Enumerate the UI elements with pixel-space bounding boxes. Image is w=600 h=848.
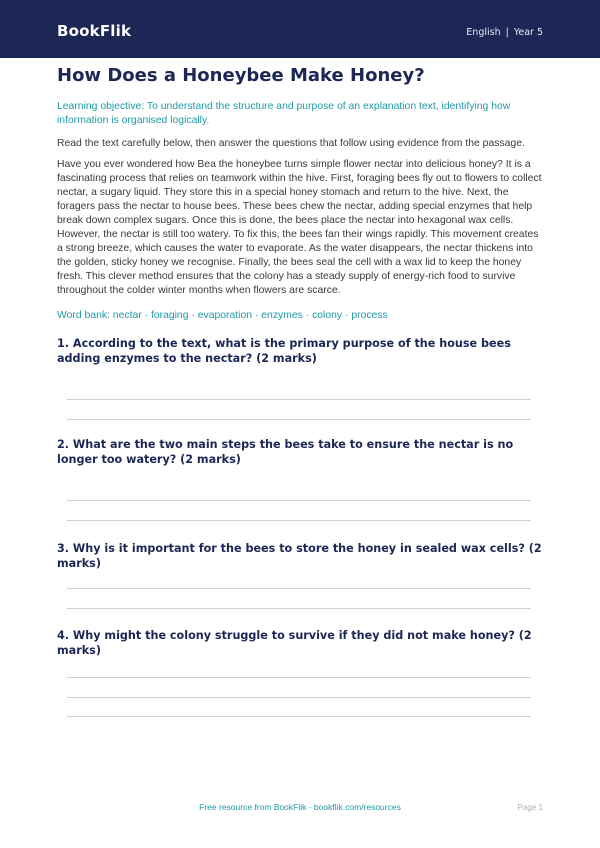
page-number: Page 1 — [517, 803, 543, 812]
answer-line[interactable] — [67, 608, 531, 609]
question-4: 4. Why might the colony struggle to survive if they did not make honey? (2 marks) — [57, 629, 532, 657]
worksheet-content — [57, 64, 543, 323]
site-header — [0, 0, 600, 58]
answer-line[interactable] — [67, 588, 531, 589]
answer-line[interactable] — [67, 500, 531, 501]
answer-line[interactable] — [67, 419, 531, 420]
year-label: Year 5 — [513, 27, 543, 38]
answer-line[interactable] — [67, 677, 531, 678]
question-2: 2. What are the two main steps the bees take to ensure the nectar is no longer too watery? (2 marks) — [57, 438, 514, 466]
subject-year-label — [466, 27, 543, 38]
answer-line[interactable] — [67, 399, 531, 400]
question-1: 1. According to the text, what is the primary purpose of the house bees adding enzymes to the nectar? (2 marks) — [57, 337, 511, 365]
reading-passage: Have you ever wondered how Bea the honeybee turns simple flower nectar into delicious honey? It is a fascinating process that relies on teamwork within the hive. First, foraging bees fly out to flowers to collect nectar, a sugary liquid. They store this in a special honey stomach and return to the hive. Next, the foragers pass the nectar to house bees. These bees chew the nectar, adding special enzymes that help break down complex sugars. Once this is done, the bees place the nectar into hexagonal wax cells. However, the nectar is still too watery. To fix this, the bees fan their wings rapidly. This movement creates a strong breeze, which causes the water to evaporate. As the water disappears, the nectar thickens into the golden, sticky honey we recognise. Finally, the bees seal the cell with a wax lid to keep the honey fresh. This clever method ensures that the colony has a steady supply of energy-rich food to survive throughout the colder winter months when flowers are scarce. — [57, 159, 542, 296]
learning-objective: Learning objective: To understand the structure and purpose of an explanation text, identifying how information is organised logically. — [57, 101, 511, 126]
footer-resource-link[interactable]: Free resource from BookFlik · bookflik.com/resources — [199, 802, 401, 812]
meta-separator: | — [505, 27, 509, 38]
question-3: 3. Why is it important for the bees to store the honey in sealed wax cells? (2 marks) — [57, 542, 542, 570]
answer-line[interactable] — [67, 520, 531, 521]
word-bank: Word bank: nectar · foraging · evaporation · enzymes · colony · process — [57, 310, 388, 321]
brand-logo[interactable]: BookFlik — [57, 22, 132, 40]
subject-label: English — [466, 27, 501, 38]
page-title: How Does a Honeybee Make Honey? — [57, 65, 425, 86]
answer-line[interactable] — [67, 716, 531, 717]
answer-line[interactable] — [67, 697, 531, 698]
reading-instruction: Read the text carefully below, then answer the questions that follow using evidence from the passage. — [57, 138, 525, 149]
